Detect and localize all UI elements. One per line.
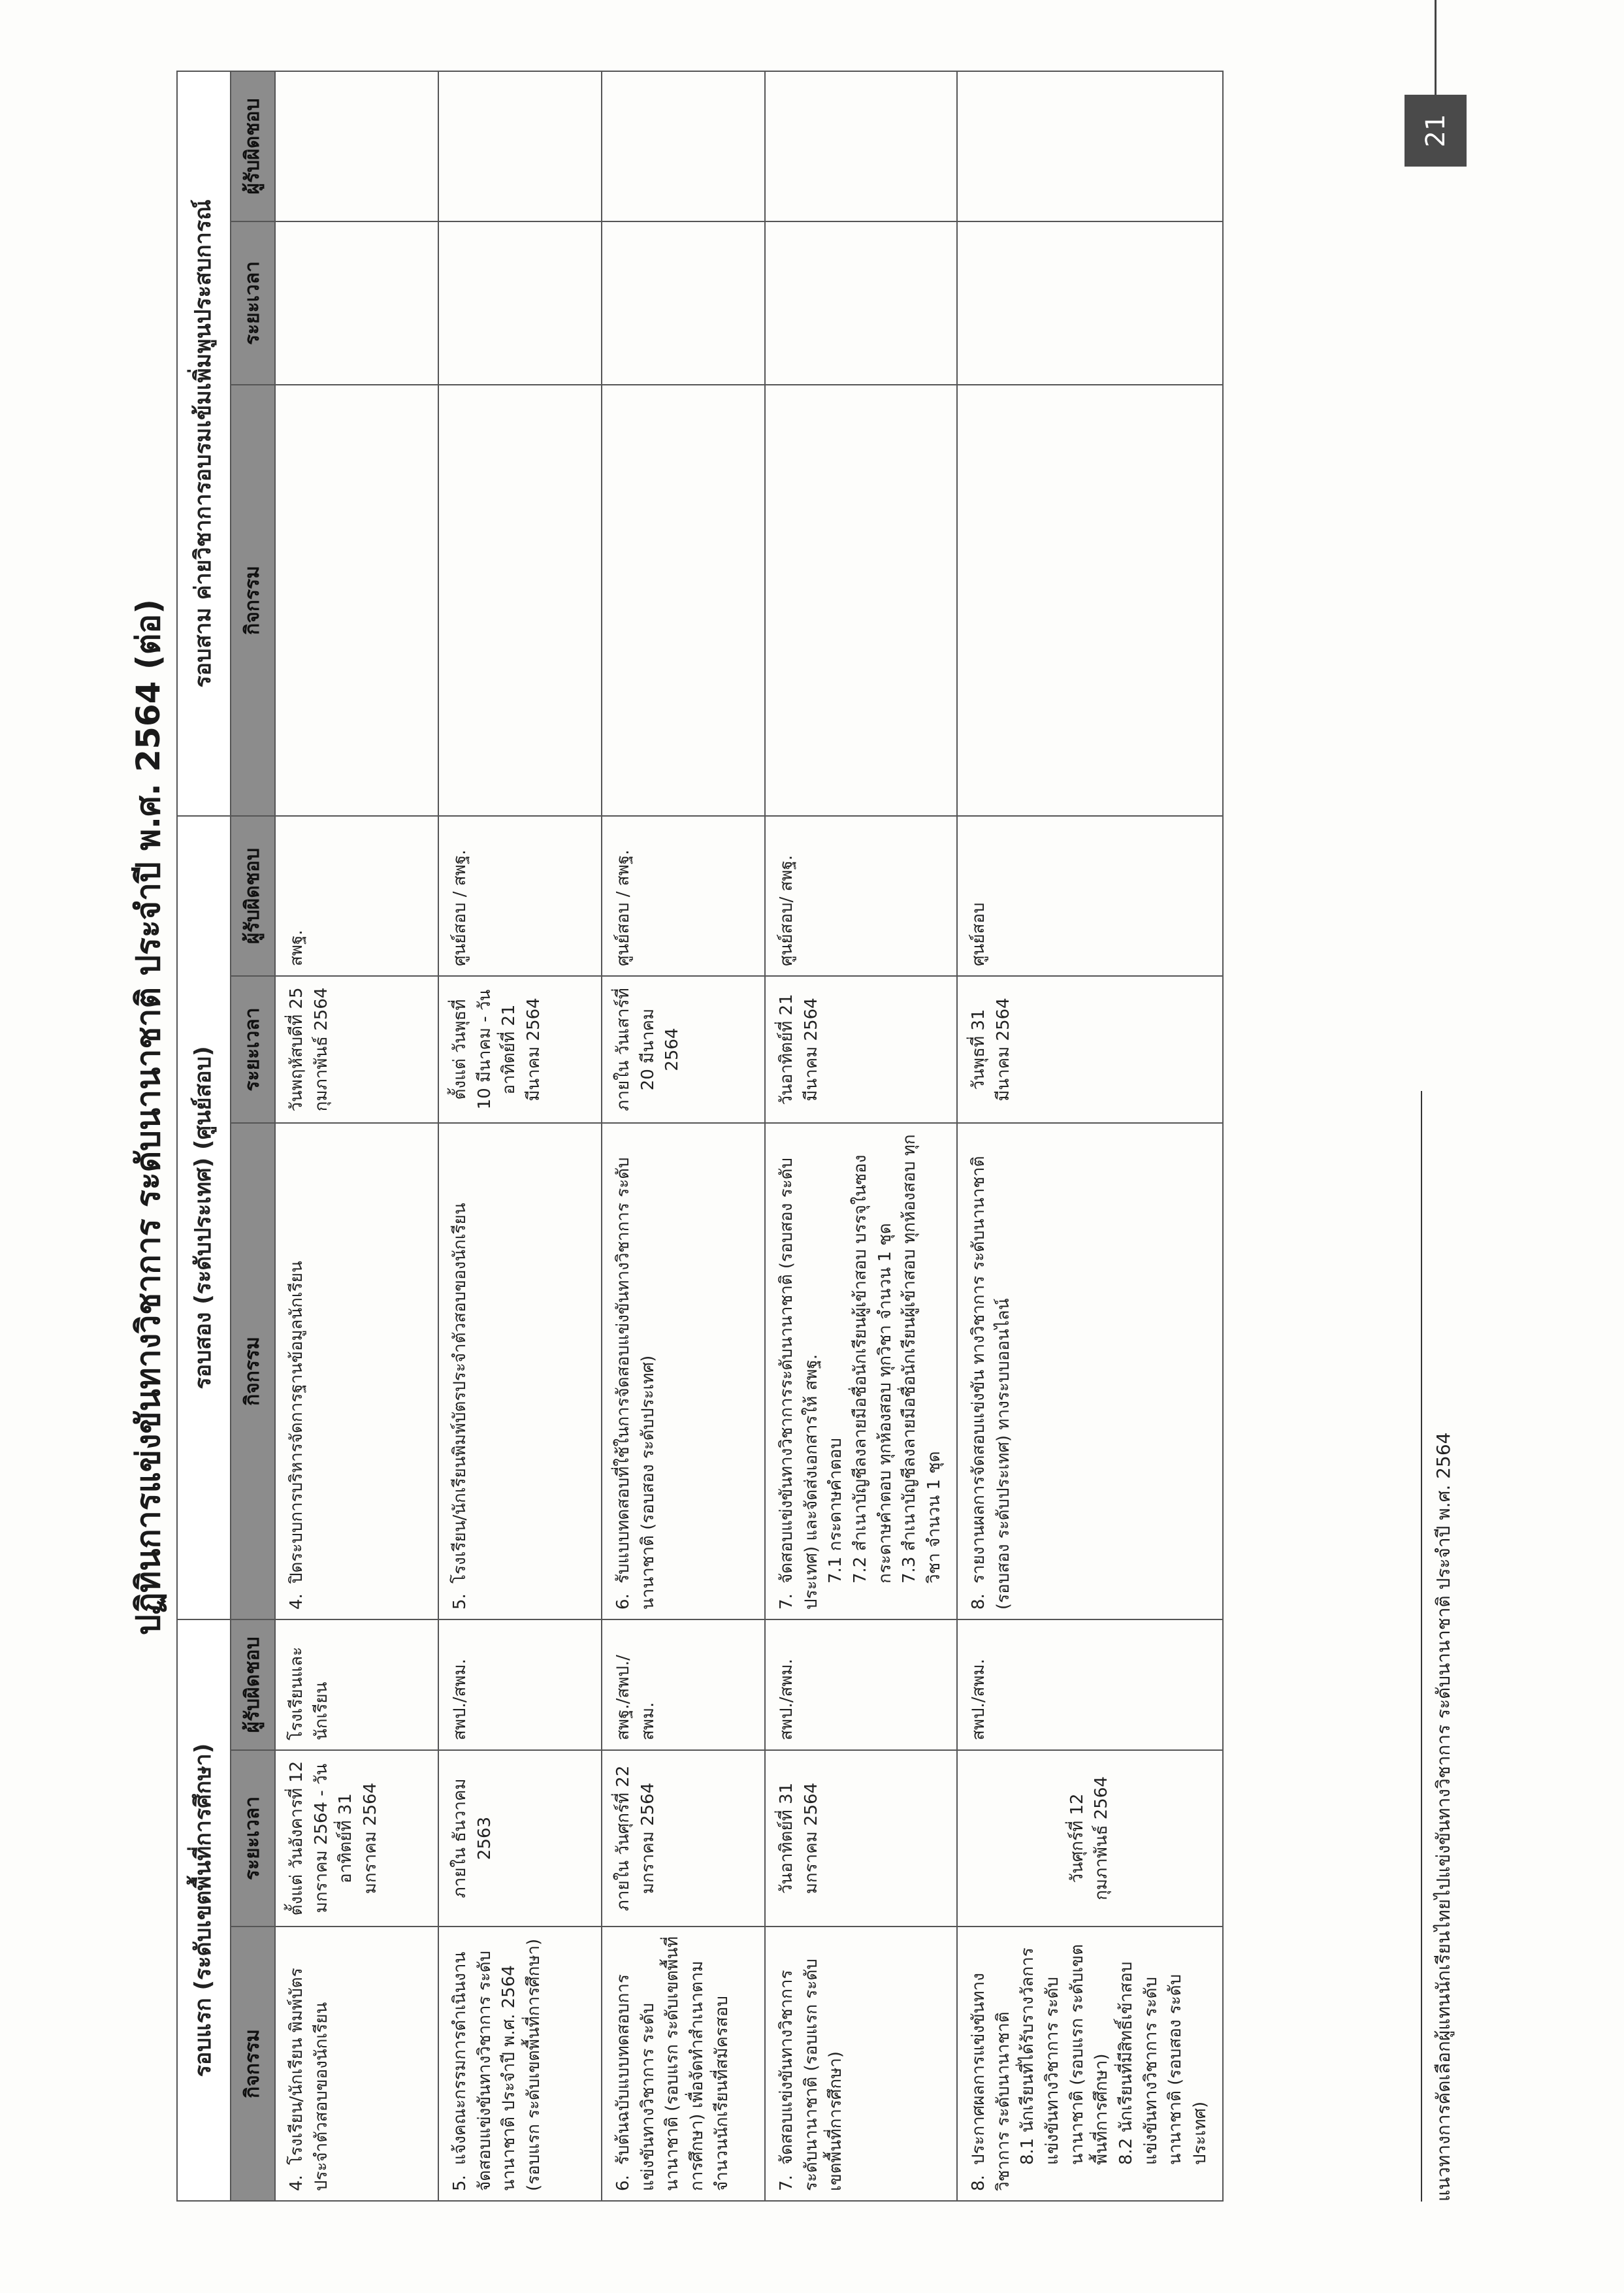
period-cell: วันพฤหัสบดีที่ 25 กุมภาพันธ์ 2564: [275, 976, 438, 1123]
round3-header: รอบสาม ค่ายวิชาการอบรมเข้มเพิ่มพูนประสบการณ์: [177, 71, 231, 816]
owner-cell: สพป./สพม.: [957, 1619, 1223, 1750]
empty-cell: [957, 221, 1223, 385]
owner-cell: สพป./สพม.: [438, 1619, 602, 1750]
empty-cell: [438, 221, 602, 385]
activity-text: ประกาศผลการแข่งขันทางวิชาการ ระดับนานาชาติ: [968, 1973, 1013, 2191]
col-period: ระยะเวลา: [231, 221, 275, 385]
activity-text: รับแบบทดสอบที่ใช้ในการจัดสอบแข่งขันทางวิชาการ ระดับนานาชาติ (รอบสอง ระดับประเทศ): [613, 1157, 658, 1610]
table-row: 5.แจ้งคณะกรรมการดำเนินงาน จัดสอบแข่งขันทางวิชาการ ระดับนานาชาติ ประจำปี พ.ศ. 2564 (รอบแรก ระดับเขตพื้นที่การศึกษา) ภายใน ธันวาคม 2563 สพป./สพม. 5.โรงเรียน/นักเรียนพิมพ์บัตรประจำตัวสอบของนักเรียน ตั้งแต่ วันพุธที่ 10 มีนาคม - วันอาทิตย์ที่ 21 มีนาคม 2564 ศูนย์สอบ / สพฐ.: [438, 71, 602, 2201]
activity-text: แจ้งคณะกรรมการดำเนินงาน จัดสอบแข่งขันทางวิชาการ ระดับนานาชาติ ประจำปี พ.ศ. 2564 (รอบแรก ระดับเขตพื้นที่การศึกษา): [450, 1938, 544, 2191]
activity-text: ปิดระบบการบริหารจัดการฐานข้อมูลนักเรียน: [287, 1261, 306, 1584]
owner-cell: ศูนย์สอบ / สพฐ.: [438, 816, 602, 976]
activity-text: รายงานผลการจัดสอบแข่งขัน ทางวิชาการ ระดับนานาชาติ (รอบสอง ระดับประเทศ) ทางระบบออนไลน์: [968, 1156, 1013, 1610]
empty-cell: [765, 385, 957, 816]
empty-cell: [275, 385, 438, 816]
page-title: ปฏิทินการแข่งขันทางวิชาการ ระดับนานาชาติ ประจำปี พ.ศ. 2564 (ต่อ): [129, 598, 167, 1636]
col-owner: ผู้รับผิดชอบ: [231, 816, 275, 976]
activity-text: รับต้นฉบับแบบทดสอบการแข่งขันทางวิชาการ ระดับนานาชาติ (รอบแรก ระดับเขตพื้นที่การศึกษา) เพื่อจัดทำสำเนาตามจำนวนนักเรียนที่สมัครสอบ: [613, 1936, 732, 2191]
period-cell: ภายใน ธันวาคม 2563: [438, 1750, 602, 1927]
table-row: 7.จัดสอบแข่งขันทางวิชาการ ระดับนานาชาติ (รอบแรก ระดับเขตพื้นที่การศึกษา) วันอาทิตย์ที่ 31 มกราคม 2564 สพป./สพม. 7.จัดสอบแข่งขันทางวิชาการระดับนานาชาติ (รอบสอง ระดับประเทศ) และจัดส่งเอกสารให้ สพฐ. 7.1 กระดาษคำตอบ 7.2 สำเนาบัญชีลงลายมือชื่อนักเรียนผู้เข้าสอบ บรรจุในซองกระดาษคำตอบ ทุกห้องสอบ ทุกวิชา จำนวน 1 ชุด 7.3 สำเนาบัญชีลงลายมือชื่อนักเรียนผู้เข้าสอบ ทุกห้องสอบ ทุกวิชา จำนวน 1 ชุด วันอาทิตย์ที่ 21 มีนาคม 2564 ศูนย์สอบ/ สพฐ.: [765, 71, 957, 2201]
empty-cell: [275, 71, 438, 221]
table-row: 6.รับต้นฉบับแบบทดสอบการแข่งขันทางวิชาการ ระดับนานาชาติ (รอบแรก ระดับเขตพื้นที่การศึกษา) เพื่อจัดทำสำเนาตามจำนวนนักเรียนที่สมัครสอบ ภายใน วันศุกร์ที่ 22 มกราคม 2564 สพฐ./สพป./สพม. 6.รับแบบทดสอบที่ใช้ในการจัดสอบแข่งขันทางวิชาการ ระดับนานาชาติ (รอบสอง ระดับประเทศ) ภายใน วันเสาร์ที่ 20 มีนาคม 2564 ศูนย์สอบ / สพฐ.: [602, 71, 765, 2201]
sub-item: 7.2 สำเนาบัญชีลงลายมือชื่อนักเรียนผู้เข้าสอบ บรรจุในซองกระดาษคำตอบ ทุกห้องสอบ ทุกวิชา จำนวน 1 ชุด: [851, 1154, 895, 1584]
period-cell: ตั้งแต่ วันอังคารที่ 12 มกราคม 2564 - วันอาทิตย์ที่ 31 มกราคม 2564: [275, 1750, 438, 1927]
owner-cell: สพฐ./สพป./สพม.: [602, 1619, 765, 1750]
page-number-rule: [1435, 0, 1437, 95]
owner-cell: สพฐ.: [275, 816, 438, 976]
period-cell: วันอาทิตย์ที่ 21 มีนาคม 2564: [765, 976, 957, 1123]
schedule-table: [176, 71, 1224, 2202]
table-row: 8.ประกาศผลการแข่งขันทางวิชาการ ระดับนานาชาติ 8.1 นักเรียนที่ได้รับรางวัลการแข่งขันทางวิชาการ ระดับนานาชาติ (รอบแรก ระดับเขตพื้นที่การศึกษา) 8.2 นักเรียนที่มีสิทธิ์เข้าสอบแข่งขันทางวิชาการ ระดับนานาชาติ (รอบสอง ระดับประเทศ) วันศุกร์ที่ 12 กุมภาพันธ์ 2564 สพป./สพม. 8.รายงานผลการจัดสอบแข่งขัน ทางวิชาการ ระดับนานาชาติ (รอบสอง ระดับประเทศ) ทางระบบออนไลน์ วันพุธที่ 31 มีนาคม 2564 ศูนย์สอบ: [957, 71, 1223, 2201]
period-cell: ตั้งแต่ วันพุธที่ 10 มีนาคม - วันอาทิตย์ที่ 21 มีนาคม 2564: [438, 976, 602, 1123]
owner-cell: ศูนย์สอบ: [957, 816, 1223, 976]
empty-cell: [438, 385, 602, 816]
sub-item: 7.1 กระดาษคำตอบ: [826, 1438, 846, 1584]
col-activity: กิจกรรม: [231, 1123, 275, 1619]
empty-cell: [765, 221, 957, 385]
col-period: ระยะเวลา: [231, 1750, 275, 1927]
col-period: ระยะเวลา: [231, 976, 275, 1123]
activity-text: จัดสอบแข่งขันทางวิชาการระดับนานาชาติ (รอบสอง ระดับประเทศ) และจัดส่งเอกสารให้ สพฐ.: [777, 1158, 821, 1610]
empty-cell: [438, 71, 602, 221]
table-row: 4.โรงเรียน/นักเรียน พิมพ์บัตรประจำตัวสอบของนักเรียน ตั้งแต่ วันอังคารที่ 12 มกราคม 2564 - วันอาทิตย์ที่ 31 มกราคม 2564 โรงเรียนและนักเรียน 4.ปิดระบบการบริหารจัดการฐานข้อมูลนักเรียน วันพฤหัสบดีที่ 25 กุมภาพันธ์ 2564 สพฐ.: [275, 71, 438, 2201]
round1-header: รอบแรก (ระดับเขตพื้นที่การศึกษา): [177, 1619, 231, 2201]
col-activity: กิจกรรม: [231, 385, 275, 816]
period-cell: วันศุกร์ที่ 12 กุมภาพันธ์ 2564: [957, 1750, 1223, 1927]
activity-text: โรงเรียน/นักเรียนพิมพ์บัตรประจำตัวสอบของนักเรียน: [450, 1203, 470, 1584]
footer-text: แนวทางการคัดเลือกผู้แทนนักเรียนไทยไปแข่งขันทางวิชาการ ระดับนานาชาติ ประจำปี พ.ศ. 2564: [1433, 1432, 1454, 2202]
round2-header: รอบสอง (ระดับประเทศ) (ศูนย์สอบ): [177, 816, 231, 1619]
owner-cell: โรงเรียนและนักเรียน: [275, 1619, 438, 1750]
empty-cell: [765, 71, 957, 221]
owner-cell: ศูนย์สอบ / สพฐ.: [602, 816, 765, 976]
col-activity: กิจกรรม: [231, 1927, 275, 2201]
activity-text: จัดสอบแข่งขันทางวิชาการ ระดับนานาชาติ (รอบแรก ระดับเขตพื้นที่การศึกษา): [777, 1959, 846, 2191]
activity-text: โรงเรียน/นักเรียน พิมพ์บัตรประจำตัวสอบของนักเรียน: [287, 1968, 331, 2191]
period-cell: วันพุธที่ 31 มีนาคม 2564: [957, 976, 1223, 1123]
sub-item: 7.3 สำเนาบัญชีลงลายมือชื่อนักเรียนผู้เข้าสอบ ทุกห้องสอบ ทุกวิชา จำนวน 1 ชุด: [900, 1134, 945, 1584]
owner-cell: สพป./สพม.: [765, 1619, 957, 1750]
owner-cell: ศูนย์สอบ/ สพฐ.: [765, 816, 957, 976]
footer-divider: [1421, 1091, 1422, 2202]
empty-cell: [602, 71, 765, 221]
sub-item: 8.1 นักเรียนที่ได้รับรางวัลการแข่งขันทางวิชาการ ระดับนานาชาติ (รอบแรก ระดับเขตพื้นที่การศึกษา): [1018, 1944, 1112, 2165]
empty-cell: [602, 221, 765, 385]
empty-cell: [602, 385, 765, 816]
period-cell: ภายใน วันศุกร์ที่ 22 มกราคม 2564: [602, 1750, 765, 1927]
empty-cell: [957, 385, 1223, 816]
sub-item: 8.2 นักเรียนที่มีสิทธิ์เข้าสอบแข่งขันทางวิชาการ ระดับนานาชาติ (รอบสอง ระดับประเทศ): [1116, 1961, 1210, 2165]
col-owner: ผู้รับผิดชอบ: [231, 71, 275, 221]
col-owner: ผู้รับผิดชอบ: [231, 1619, 275, 1750]
page-number: 21: [1405, 95, 1467, 167]
period-cell: วันอาทิตย์ที่ 31 มกราคม 2564: [765, 1750, 957, 1927]
period-cell: ภายใน วันเสาร์ที่ 20 มีนาคม 2564: [602, 976, 765, 1123]
empty-cell: [957, 71, 1223, 221]
empty-cell: [275, 221, 438, 385]
